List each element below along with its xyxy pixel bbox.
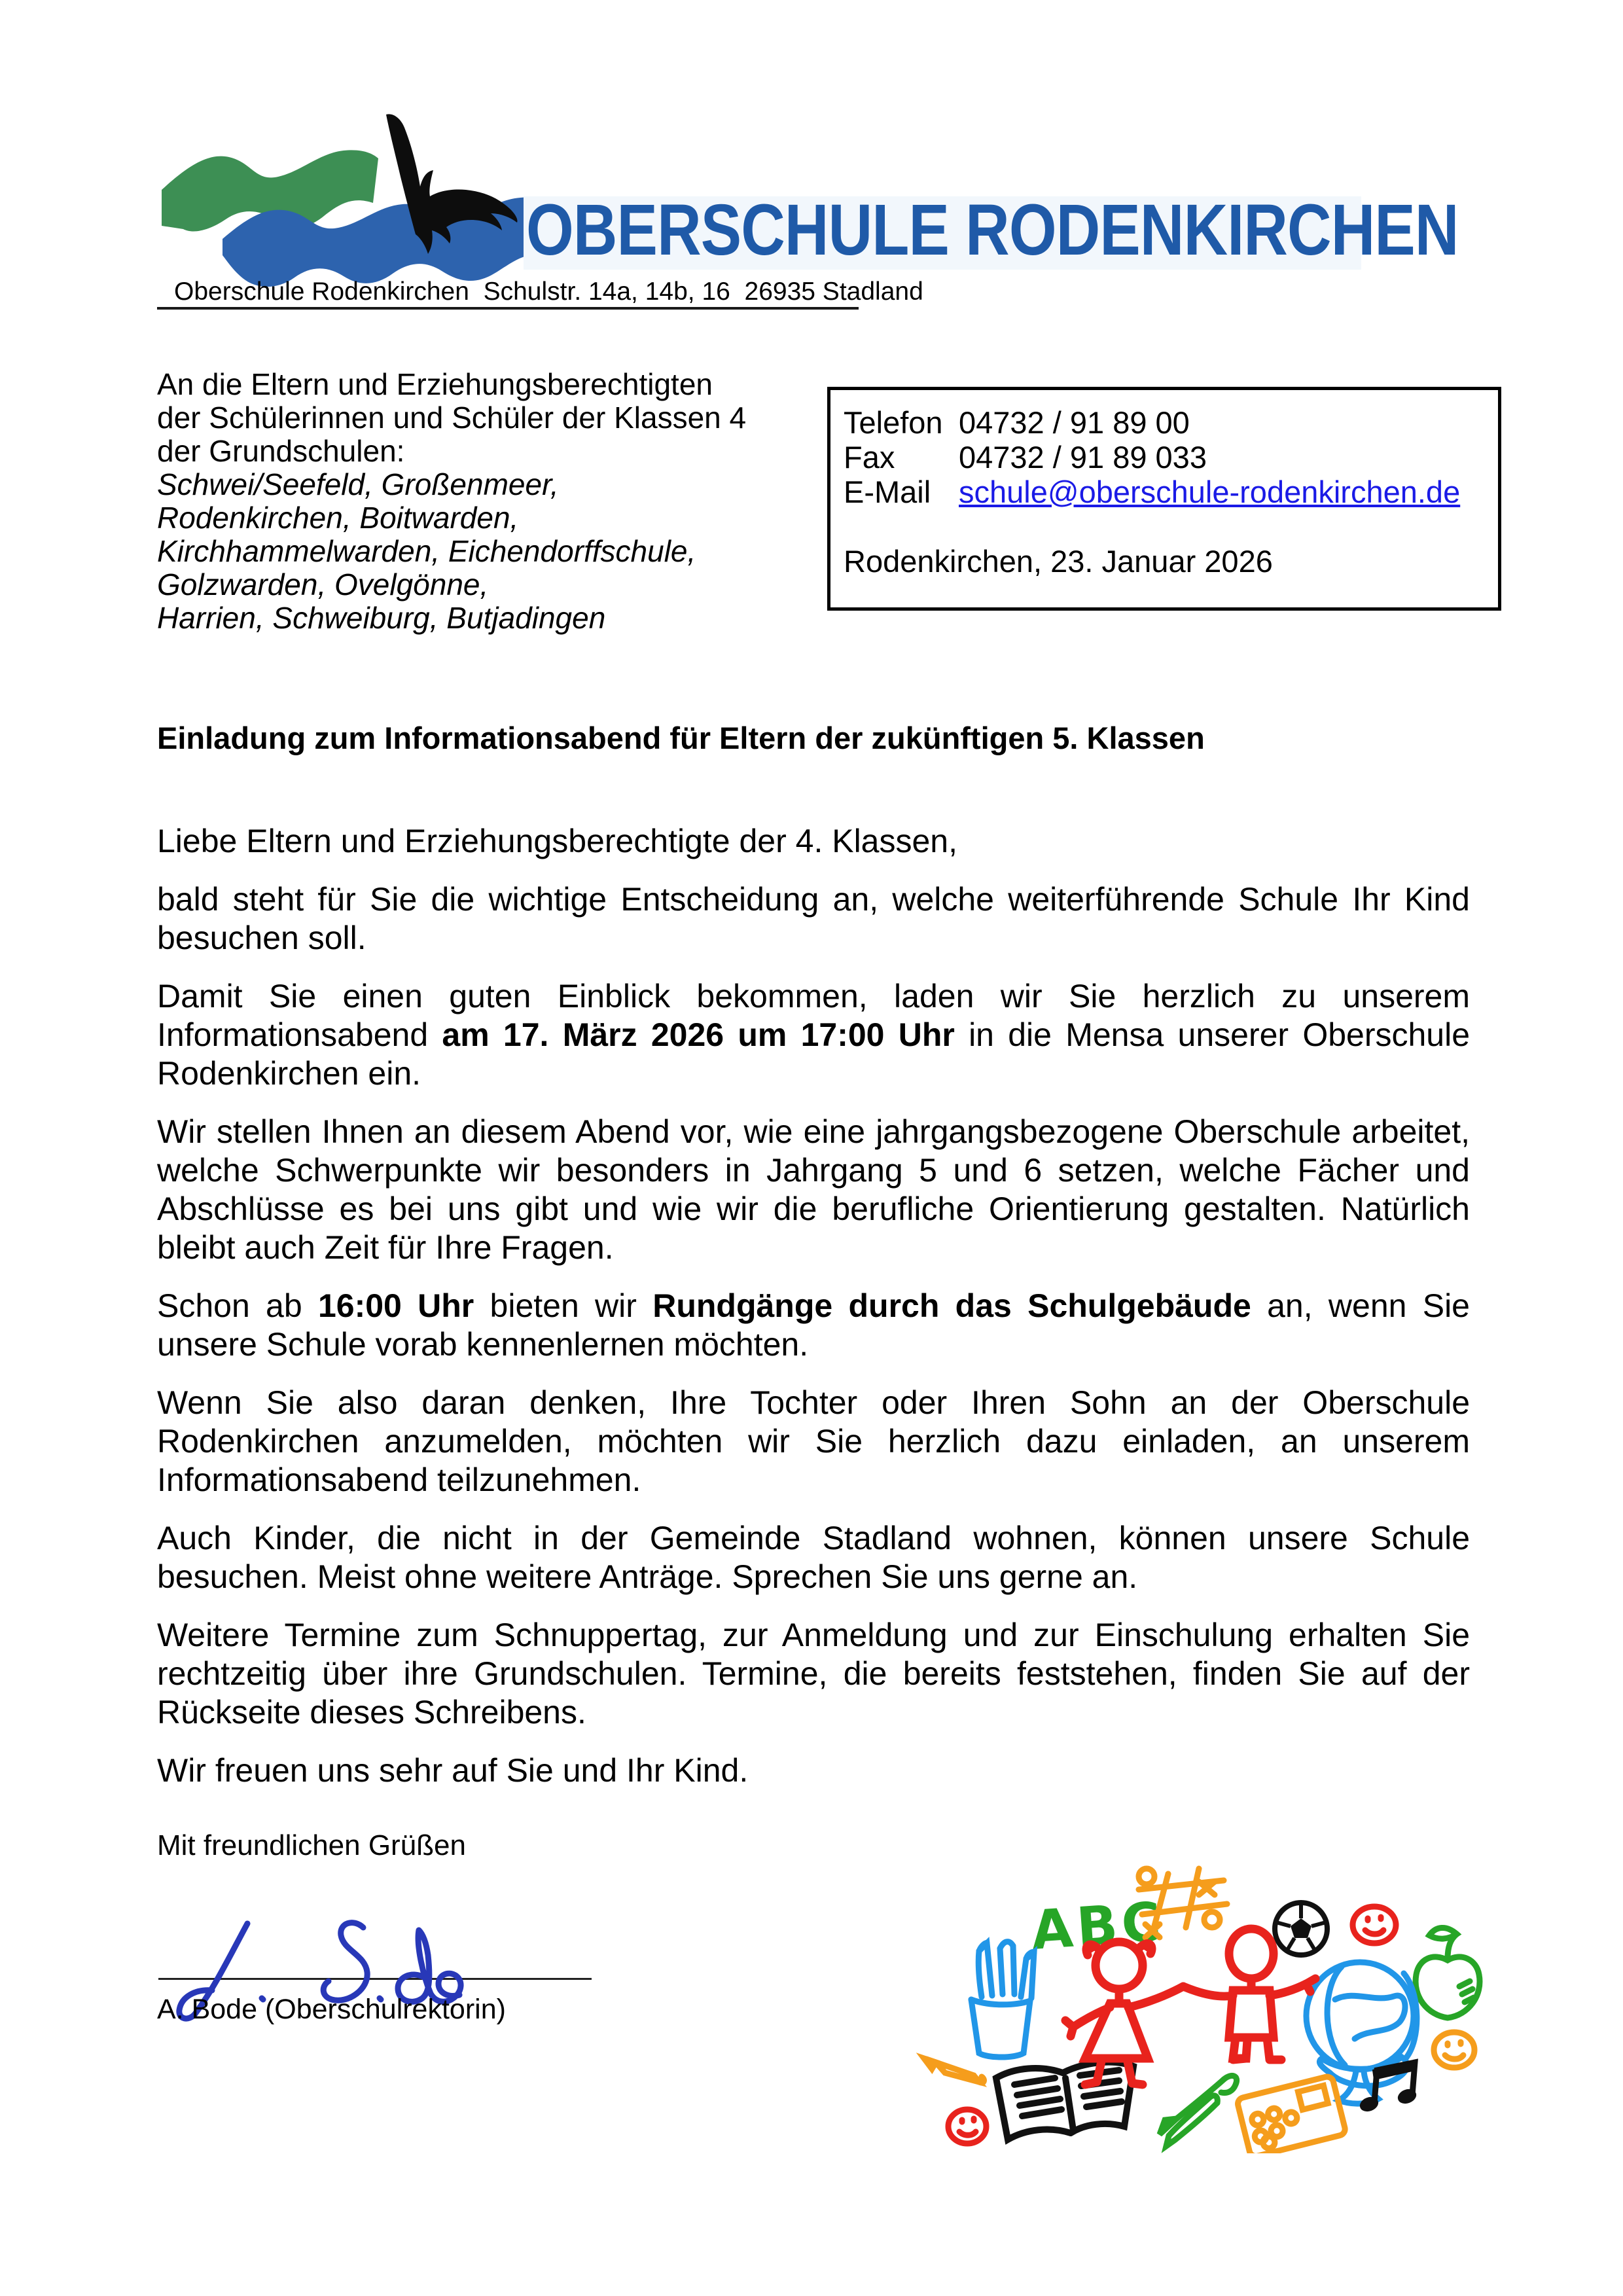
- pencil-cup-icon: [971, 1942, 1034, 2057]
- contact-value: 04732 / 91 89 033: [959, 440, 1207, 475]
- contact-label: E-Mail: [844, 475, 931, 509]
- contact-label: Telefon: [844, 405, 943, 440]
- signer-name: A. Bode (Oberschulrektorin): [157, 1994, 506, 2025]
- smiley-orange-icon: [1434, 2032, 1474, 2068]
- paragraph-run: Schon ab: [157, 1287, 318, 1324]
- contact-gap: [844, 509, 1498, 544]
- paragraph-run: an, wenn Sie unsere Schule vorab kennenlernen möchten.: [157, 1287, 1470, 1363]
- letter-paragraph: [157, 1384, 1470, 1499]
- contact-rows: [844, 405, 1498, 509]
- paragraph-run: Wir freuen uns sehr auf Sie und Ihr Kind.: [157, 1752, 749, 1789]
- letter-paragraph: [157, 1751, 1470, 1790]
- letter-paragraph: [157, 880, 1470, 958]
- recipient-line: An die Eltern und Erziehungsberechtigten: [157, 367, 713, 401]
- letter-paragraph: [157, 1616, 1470, 1732]
- header-rule: [157, 307, 859, 310]
- smiley-red-icon: [1353, 1907, 1396, 1943]
- paragraph-run: Wir stellen Ihnen an diesem Abend vor, wie eine jahrgangsbezogene Oberschule arbeitet, welche Schwerpunkte wir besonders in Jahrgang 5 und 6 setzen, welche Fächer und Abschlüsse es bei uns gibt und wie wir die berufliche Orientierung gestalten. Natürlich bleibt auch Zeit für Ihre Fragen.: [157, 1113, 1470, 1266]
- globe-icon: [1306, 1962, 1417, 2104]
- contact-box: [827, 387, 1501, 611]
- stick-boy-icon: [1183, 1929, 1315, 2060]
- apple-icon: [1416, 1928, 1480, 2018]
- paragraph-run: bieten wir: [474, 1287, 653, 1324]
- paragraph-run: Wenn Sie also daran denken, Ihre Tochter oder Ihren Sohn an der Oberschule Rodenkirchen anzumelden, möchten wir Sie herzlich dazu einladen, an unserem Informationsabend teilzunehmen.: [157, 1384, 1470, 1498]
- closing-line: Mit freundlichen Grüßen: [157, 1829, 466, 1861]
- recipient-line: der Schülerinnen und Schüler der Klassen 4: [157, 401, 747, 435]
- paragraph-run: Weitere Termine zum Schnuppertag, zur Anmeldung und zur Einschulung erhalten Sie rechtzeitig über ihre Grundschulen. Termine, die bereits feststehen, finden Sie auf der Rückseite dieses Schreibens.: [157, 1617, 1470, 1731]
- recipient-school-line: Harrien, Schweiburg, Butjadingen: [157, 601, 606, 635]
- subject-line: Einladung zum Informationsabend für Eltern der zukünftigen 5. Klassen: [157, 721, 1205, 755]
- school-logo: [157, 98, 550, 295]
- children-doodle-illustration: [916, 1862, 1499, 2153]
- date-line: Rodenkirchen, 23. Januar 2026: [844, 544, 1273, 579]
- contact-row: [844, 405, 1498, 440]
- recipient-school-line: Golzwarden, Ovelgönne,: [157, 567, 489, 601]
- open-book-icon: [996, 2062, 1133, 2140]
- school-name: OBERSCHULE RODENKIRCHEN: [526, 190, 1459, 270]
- letter-body: [157, 822, 1470, 1810]
- paragraph-bold-run: am 17. März 2026 um 17:00 Uhr: [442, 1016, 955, 1053]
- contact-row: [844, 475, 1498, 509]
- paragraph-run: Damit Sie einen guten Einblick bekommen, laden wir Sie herzlich zu unserem Informationsabend: [157, 978, 1470, 1053]
- letter-paragraph: [157, 1287, 1470, 1364]
- letter-paragraph: [157, 1519, 1470, 1596]
- paragraph-bold-run: Rundgänge durch das Schulgebäude: [652, 1287, 1251, 1324]
- sender-address-line: Oberschule Rodenkirchen Schulstr. 14a, 14b, 16 26935 Stadland: [174, 278, 923, 306]
- recipient-school-line: Kirchhammelwarden, Eichendorffschule,: [157, 534, 696, 568]
- contact-label: Fax: [844, 440, 895, 475]
- paragraph-run: bald steht für Sie die wichtige Entscheidung an, welche weiterführende Schule Ihr Kind besuchen soll.: [157, 881, 1470, 956]
- recipient-block: [157, 368, 746, 635]
- paragraph-run: Auch Kinder, die nicht in der Gemeinde Stadland wohnen, können unsere Schule besuchen. Meist ohne weitere Anträge. Sprechen Sie uns gerne an.: [157, 1520, 1470, 1595]
- soccer-ball-icon: [1275, 1903, 1327, 1955]
- paragraph-run: in die Mensa unserer Oberschule Rodenkirchen ein.: [157, 1016, 1471, 1092]
- crayon-icon: [924, 2058, 984, 2083]
- abc-letters: ABC: [1029, 1890, 1168, 1962]
- contact-row: [844, 440, 1498, 475]
- smiley-red-small-icon: [948, 2109, 986, 2144]
- paragraph-run: Liebe Eltern und Erziehungsberechtigte der 4. Klassen,: [157, 823, 957, 859]
- letter-paragraph: [157, 822, 1470, 861]
- letter-paragraph: [157, 1113, 1470, 1267]
- recipient-school-line: Rodenkirchen, Boitwarden,: [157, 501, 519, 535]
- email-link[interactable]: schule@oberschule-rodenkirchen.de: [959, 475, 1461, 509]
- recipient-line: der Grundschulen:: [157, 434, 405, 468]
- contact-value: 04732 / 91 89 00: [959, 405, 1190, 440]
- calculator-icon: [1236, 2075, 1346, 2153]
- recipient-school-line: Schwei/Seefeld, Großenmeer,: [157, 467, 559, 501]
- letter-paragraph: [157, 977, 1470, 1093]
- paragraph-bold-run: 16:00 Uhr: [317, 1287, 474, 1324]
